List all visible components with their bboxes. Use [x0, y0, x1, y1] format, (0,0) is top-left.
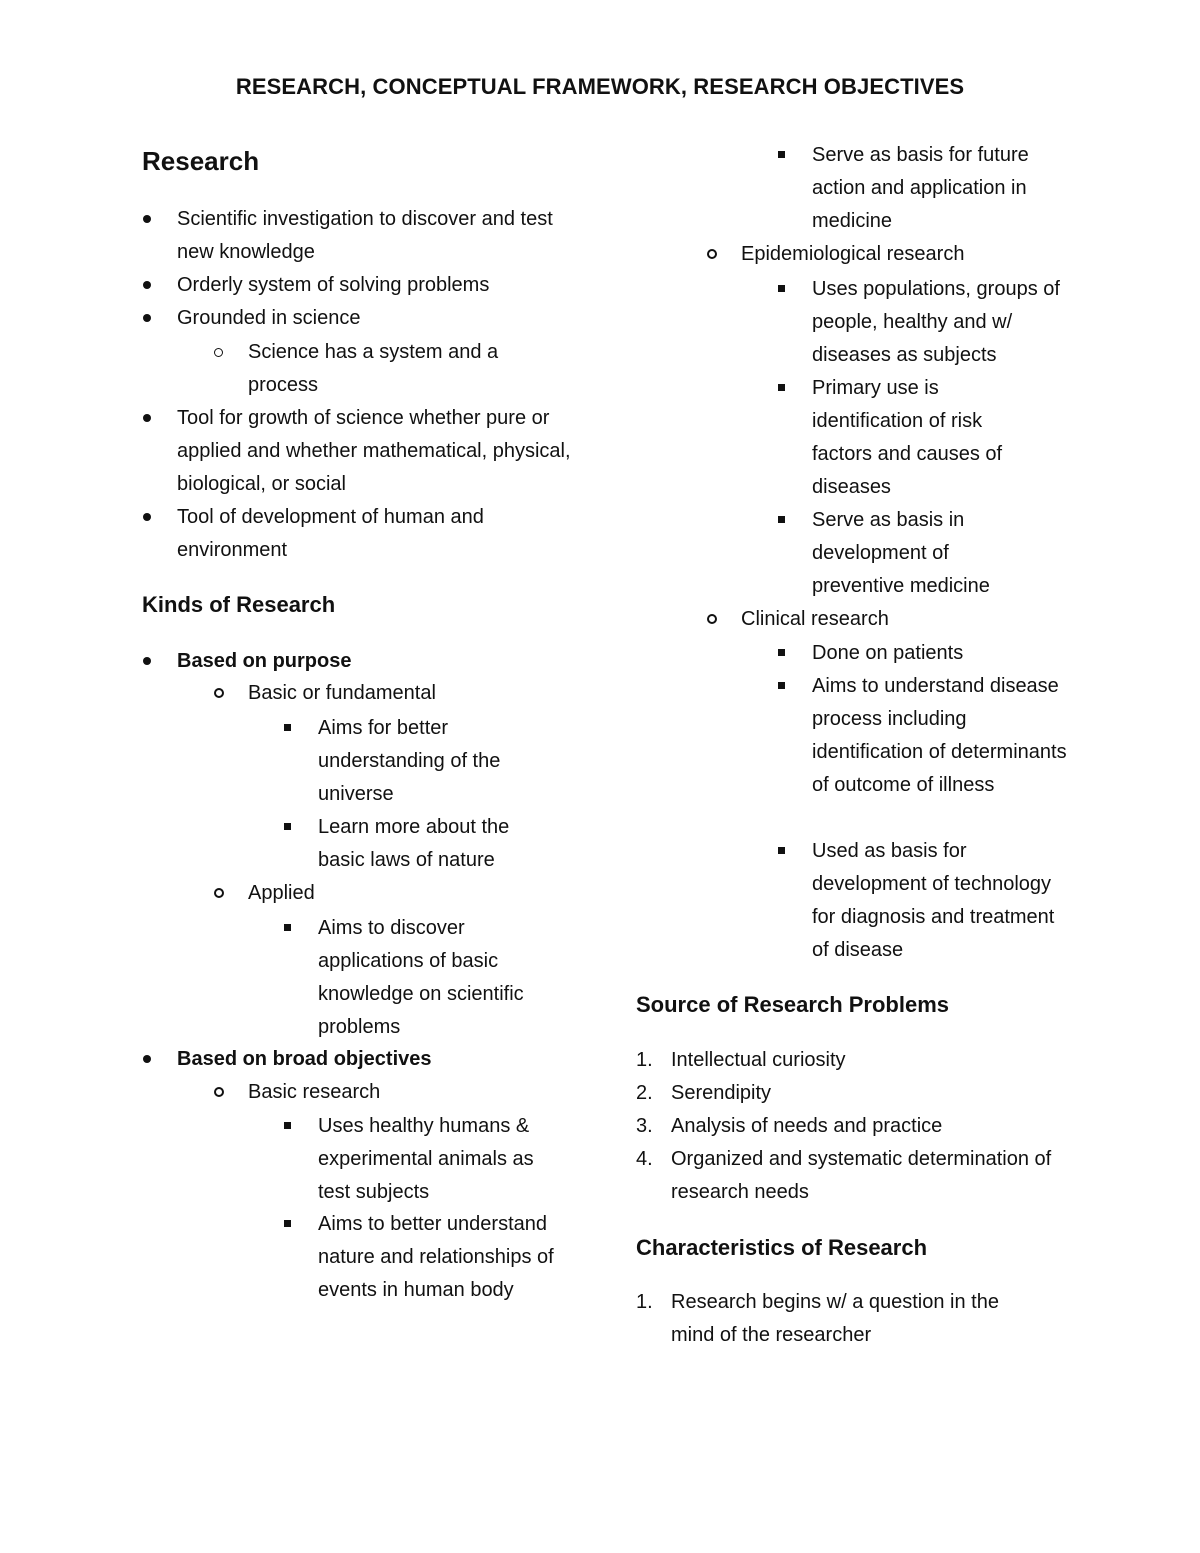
list-item: Uses healthy humans & experimental animals as test subjects [318, 1110, 568, 1209]
list-item: Serve as basis in development of preventive medicine [812, 504, 1032, 603]
list-item: Aims for better understanding of the universe [318, 712, 538, 811]
heading-kinds-of-research: Kinds of Research [142, 592, 336, 617]
list-item: Uses populations, groups of people, healthy and w/ diseases as subjects [812, 273, 1062, 372]
list-number: 2. [636, 1082, 653, 1104]
list-item: Used as basis for development of technology for diagnosis and treatment of disease [812, 835, 1057, 967]
list-item: Basic research [248, 1076, 548, 1109]
list-item: Science has a system and a process [248, 336, 523, 402]
list-text: Intellectual curiosity [671, 1049, 846, 1071]
list-item: Learn more about the basic laws of nature [318, 811, 548, 877]
list-item: Applied [248, 877, 548, 910]
list-item: Based on purpose [177, 645, 557, 678]
list-number: 3. [636, 1115, 653, 1137]
list-item: Orderly system of solving problems [177, 269, 557, 302]
list-number: 4. [636, 1148, 653, 1170]
list-item: Tool for growth of science whether pure or applied and whether mathematical, physical, biological, or social [177, 402, 572, 501]
heading-characteristics-of-research: Characteristics of Research [636, 1235, 928, 1260]
list-item [636, 1286, 1041, 1352]
list-item [636, 1143, 1071, 1209]
list-item: Primary use is identification of risk factors and causes of diseases [812, 372, 1022, 504]
list-item: Basic or fundamental [248, 677, 548, 710]
list-item: Serve as basis for future action and application in medicine [812, 139, 1057, 238]
list-item: Scientific investigation to discover and test new knowledge [177, 203, 557, 269]
list-text: Analysis of needs and practice [671, 1115, 943, 1137]
list-text: Serendipity [671, 1082, 772, 1104]
list-item [636, 1044, 1071, 1077]
list-item: Based on broad objectives [177, 1043, 557, 1076]
list-item: Aims to better understand nature and relationships of events in human body [318, 1208, 568, 1307]
list-item: Aims to understand disease process including identification of determinants of outcome of illness [812, 670, 1067, 802]
list-number: 1. [636, 1049, 653, 1071]
list-item: Tool of development of human and environment [177, 501, 537, 567]
page-title: RESEARCH, CONCEPTUAL FRAMEWORK, RESEARCH OBJECTIVES [235, 74, 965, 99]
heading-research: Research [142, 146, 260, 176]
heading-source-of-research-problems: Source of Research Problems [636, 992, 950, 1017]
list-text: Research begins w/ a question in the mind of the researcher [671, 1291, 999, 1346]
list-item: Grounded in science [177, 302, 557, 335]
list-number: 1. [636, 1291, 653, 1313]
list-item [636, 1110, 1071, 1143]
list-text: Organized and systematic determination of research needs [671, 1148, 1052, 1203]
list-item: Done on patients [812, 637, 1062, 670]
list-item [636, 1077, 1071, 1110]
list-item: Aims to discover applications of basic knowledge on scientific problems [318, 912, 558, 1044]
list-item: Epidemiological research [741, 238, 1061, 271]
list-item: Clinical research [741, 603, 1061, 636]
